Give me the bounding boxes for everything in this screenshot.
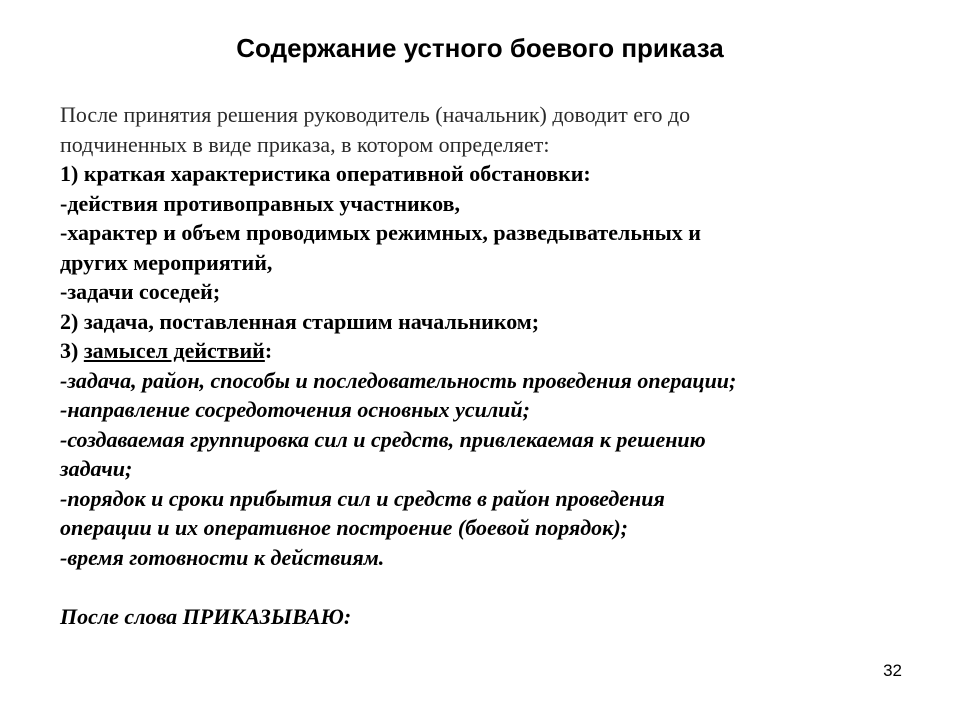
section3-item-1: -задача, район, способы и последовательность проведения операции; xyxy=(60,367,737,393)
intro-line-2: подчиненных в виде приказа, в котором определяет: xyxy=(60,131,550,157)
blank-line xyxy=(60,572,920,602)
closing-line: После слова ПРИКАЗЫВАЮ: xyxy=(60,603,352,629)
page-number: 32 xyxy=(883,661,902,680)
section3-underlined: замысел действий xyxy=(83,338,265,363)
section3-item-5: -время готовности к действиям. xyxy=(60,544,385,570)
section1-item-1: -действия противоправных участников, xyxy=(60,190,460,216)
section3-suffix: : xyxy=(264,338,273,363)
section1-heading: 1) краткая характеристика оперативной обстановки: xyxy=(60,161,591,186)
section3-prefix: 3) xyxy=(60,338,84,363)
section3-item-4: -порядок и сроки прибытия сил и средств в район проведения xyxy=(60,485,665,511)
intro-line-1: После принятия решения руководитель (начальник) доводит его до xyxy=(60,102,691,127)
section2-heading: 2) задача, поставленная старшим начальником; xyxy=(60,308,540,334)
section3-item-3-cont: задачи; xyxy=(60,456,133,481)
section3-heading xyxy=(60,336,920,366)
section1-item-3: -задачи соседей; xyxy=(60,279,221,304)
section1-item-2: -характер и объем проводимых режимных, разведывательных и xyxy=(60,220,701,245)
section3-item-2: -направление сосредоточения основных усилий; xyxy=(60,397,530,422)
slide-title: Содержание устного боевого приказа xyxy=(236,33,724,63)
section3-item-4-cont: операции и их оперативное построение (боевой порядок); xyxy=(60,515,628,540)
body-text xyxy=(60,100,920,631)
section3-item-3: -создаваемая группировка сил и средств, привлекаемая к решению xyxy=(60,426,706,452)
section1-item-2-cont: других мероприятий, xyxy=(60,249,273,275)
